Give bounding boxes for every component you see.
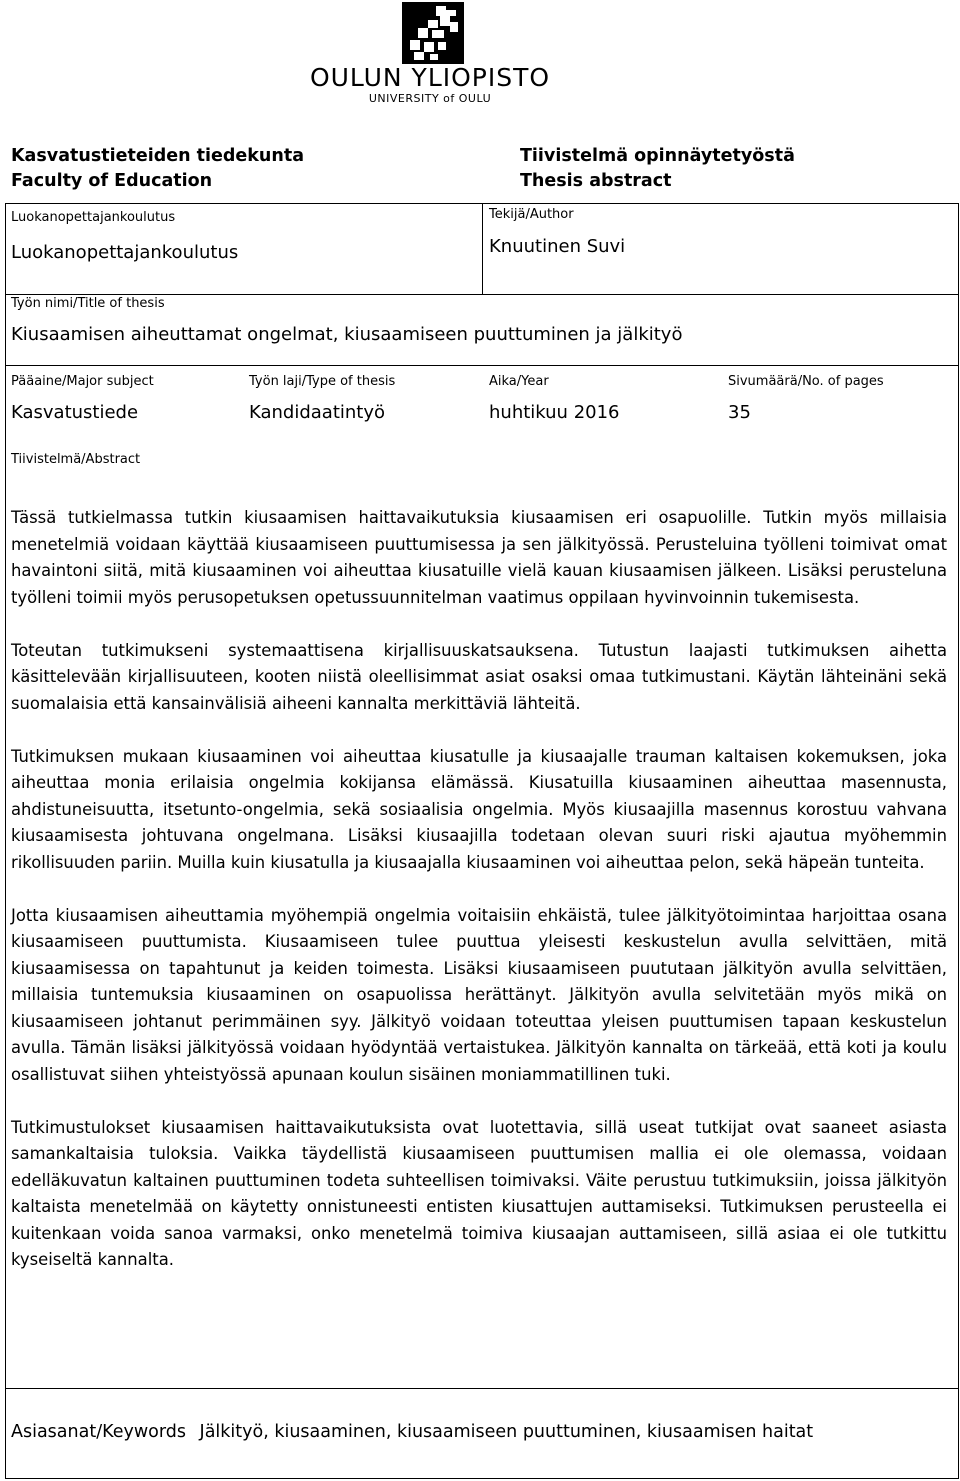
form-divider — [5, 1388, 959, 1389]
university-emblem-icon — [402, 2, 464, 64]
page-count-value: 35 — [728, 402, 751, 423]
university-name: OULUN YLIOPISTO — [309, 63, 551, 92]
abstract-paragraph: Tutkimuksen mukaan kiusaaminen voi aiheuttaa kiusatulle ja kiusaajalle trauman kaltaisen kokemuksen, joka aiheuttaa monia erilaisia ongelmia kokijansa elämässä. Kiusatuilla kiusaaminen aiheuttaa masennusta, ahdistuneisuutta, itsetunto-ongelmia, sekä sosiaalisia ongelmia. Myös kiusaajilla masennus korostuu vahvana kiusaamisesta johtuvana ongelmana. Lisäksi kiusaajilla todetaan olevan suuri riski ajautua myöhemmin rikollisuuden pariin. Muilla kuin kiusatulla ja kiusaajalla kiusaaminen voi aiheuttaa pelon, sekä häpeän tunteita. — [11, 746, 947, 872]
keywords-label: Asiasanat/Keywords — [11, 1422, 186, 1442]
faculty-heading — [11, 144, 304, 194]
abstract-body — [11, 505, 947, 1300]
faculty-name-en: Faculty of Education — [11, 171, 213, 191]
unit-value: Luokanopettajankoulutus — [11, 242, 239, 263]
university-logo — [300, 0, 560, 110]
author-value: Knuutinen Suvi — [489, 236, 626, 257]
author-label: Tekijä/Author — [489, 207, 574, 222]
thesis-title-label: Työn nimi/Title of thesis — [11, 296, 165, 311]
year-label: Aika/Year — [489, 374, 549, 389]
major-subject-value: Kasvatustiede — [11, 402, 139, 423]
unit-label: Luokanopettajankoulutus — [11, 210, 176, 225]
university-subtitle: UNIVERSITY of OULU — [368, 92, 492, 105]
document-type-fi: Tiivistelmä opinnäytetyöstä — [520, 146, 795, 166]
keywords-row — [11, 1420, 951, 1444]
form-divider — [5, 294, 959, 295]
keywords-value: Jälkityö, kiusaaminen, kiusaamiseen puuttuminen, kiusaamisen haitat — [199, 1422, 814, 1442]
form-divider — [482, 203, 483, 294]
thesis-title-value: Kiusaamisen aiheuttamat ongelmat, kiusaamiseen puuttuminen ja jälkityö — [11, 324, 683, 345]
abstract-paragraph: Tässä tutkielmassa tutkin kiusaamisen haittavaikutuksia kiusaamisen eri osapuolille. Tutkin myös millaisia menetelmiä voidaan käyttää kiusaamiseen puuttumisessa ja sen jälkityössä. Perusteluina työlleni toimivat omat havaintoni siitä, mitä kiusaaminen voi aiheuttaa kiusatuille vielä kauan kiusaamisen jälkeen. Lisäksi perusteluna työlleni toimii myös perusopetuksen opetussuunnitelman vaatimus oppilaan hyvinvoinnin tukemisesta. — [11, 508, 947, 607]
thesis-type-label: Työn laji/Type of thesis — [249, 374, 396, 389]
abstract-paragraph: Tutkimustulokset kiusaamisen haittavaikutuksista ovat luotettavia, sillä useat tutkijat ovat saaneet asiasta samankaltaisia tuloksia. Vaikka täydellistä kiusaamiseen puuttumisen mallia ei ole olemassa, voidaan edelläkuvatun kaltainen puuttuminen todeta suhteellisen toimivaksi. Väite perustuu tutkimuksiin, joissa jälkityön kaltaista menetelmää on käytetty onnistuneesti entisten kiusattujen auttamiseksi. Tutkimuksen perusteella ei kuitenkaan voida sanoa varmaksi, onko menetelmä toimiva kiusaajan auttamiseen, sillä asiaa ei ole tutkittu kyseiseltä kannalta. — [11, 1117, 947, 1269]
faculty-name-fi: Kasvatustieteiden tiedekunta — [11, 146, 305, 166]
abstract-label: Tiivistelmä/Abstract — [11, 452, 141, 467]
document-type-en: Thesis abstract — [520, 171, 672, 191]
year-value: huhtikuu 2016 — [489, 402, 620, 423]
major-subject-label: Pääaine/Major subject — [11, 374, 154, 389]
document-type-heading — [520, 144, 795, 194]
abstract-paragraph: Toteutan tutkimukseni systemaattisena kirjallisuuskatsauksena. Tutustun laajasti tutkimuksen aihetta käsittelevään kirjallisuuteen, kooten niistä oleellisimmat asiat osaksi omaa tutkimustani. Käytän lähteinäni sekä suomalaisia että kansainvälisiä aiheeni kannalta merkittäviä lähteitä. — [11, 640, 947, 713]
form-divider — [5, 365, 959, 366]
thesis-type-value: Kandidaatintyö — [249, 402, 386, 423]
abstract-paragraph: Jotta kiusaamisen aiheuttamia myöhempiä ongelmia voitaisiin ehkäistä, tulee jälkityötoimintaa harjoittaa osana kiusaamiseen puuttumista. Kiusaamiseen tulee puuttua yleisesti keskustelun avulla selvittäen, mitä kiusaamisessa on tapahtunut ja keiden toimesta. Lisäksi kiusaamiseen puututaan jälkityön avulla selvittäen, millaisia tuntemuksia kiusaaminen on osapuolissa herättänyt. Jälkityön avulla selvitetään myös mikä on kiusaamiseen johtanut perimmäinen syy. Jälkityö voidaan toteuttaa yleisen puuttumisen tapaan keskustelun avulla. Tämän lisäksi jälkityössä voidaan hyödyntää vertaistukea. Jälkityön kannalta on tärkeää, että koti ja koulu osallistuvat siihen yhteistyössä apunaan koulun sisäinen moniammatillinen tuki. — [11, 905, 947, 1084]
page-count-label: Sivumäärä/No. of pages — [728, 374, 884, 389]
